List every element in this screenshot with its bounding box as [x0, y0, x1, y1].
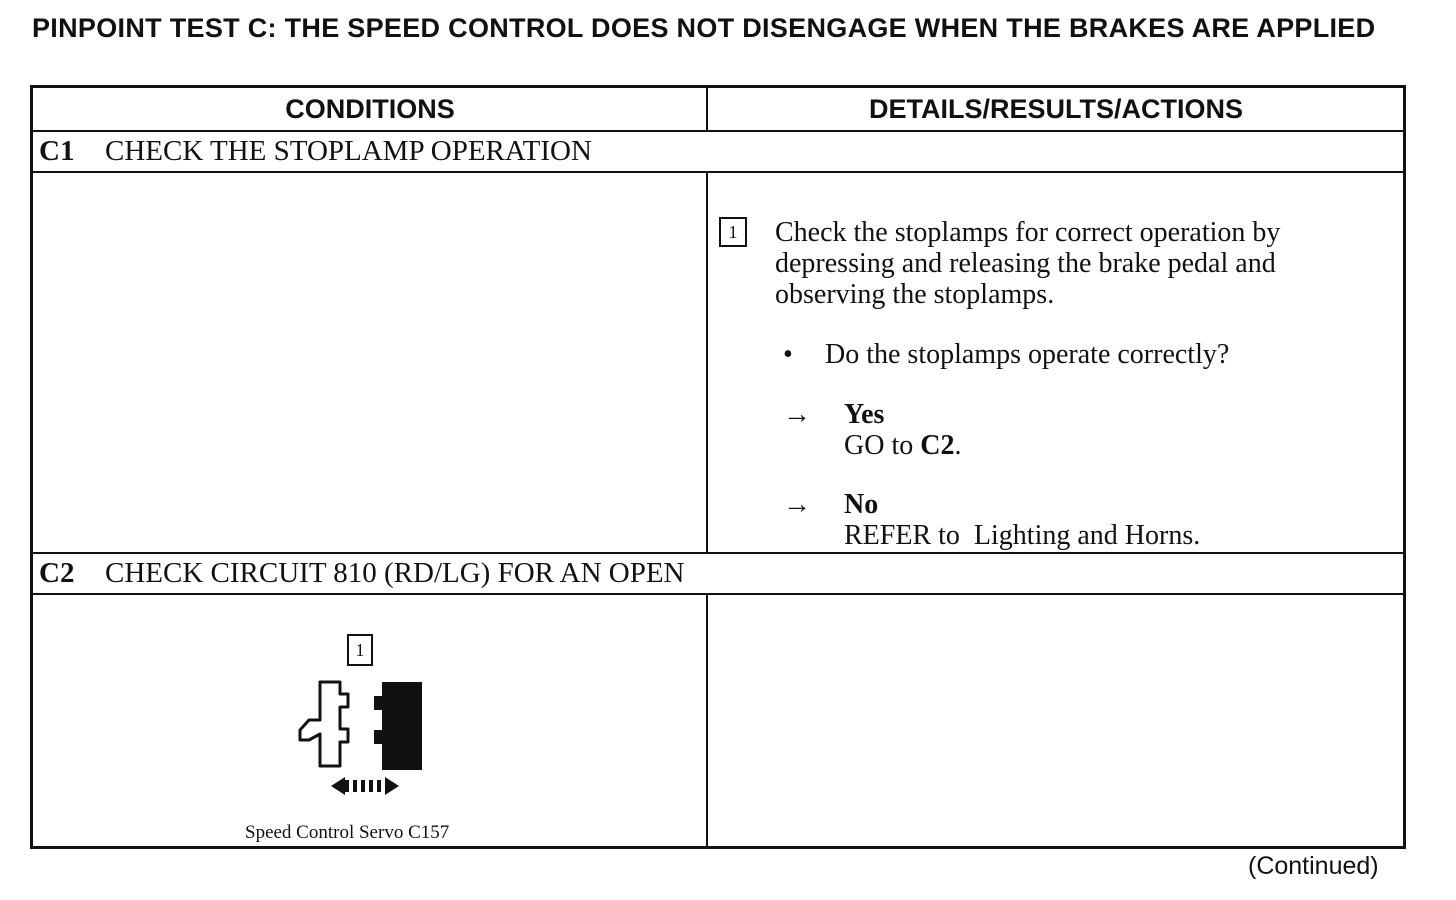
table-divider — [33, 171, 1403, 173]
step-c1-id: C1 — [39, 134, 75, 167]
connector-half-right — [374, 682, 422, 770]
result-yes-action — [844, 430, 961, 462]
step-c1-heading — [39, 132, 592, 170]
table-divider — [33, 593, 1403, 595]
action-text: Check the stoplamps for correct operation by depressing and releasing the brake pedal and observing the stoplamps. — [775, 217, 1281, 310]
figure-number-box: 1 — [347, 634, 373, 666]
result-no-action: REFER to Lighting and Horns. — [844, 520, 1201, 551]
step-c2-heading — [39, 554, 685, 592]
step-c2-id: C2 — [39, 556, 75, 589]
result-yes-action-suffix: . — [954, 430, 962, 461]
step-c1-title: CHECK THE STOPLAMP OPERATION — [105, 134, 592, 167]
pinpoint-test-table — [30, 85, 1406, 849]
conditions-column-header: CONDITIONS — [285, 93, 455, 124]
column-divider — [706, 172, 708, 552]
column-divider — [706, 594, 708, 848]
separate-arrows-icon — [331, 777, 399, 795]
continued-label: (Continued) — [1248, 852, 1379, 880]
details-column-header: DETAILS/RESULTS/ACTIONS — [868, 93, 1243, 124]
result-yes-action-prefix: GO to — [844, 430, 921, 461]
page-title: PINPOINT TEST C: THE SPEED CONTROL DOES NOT DISENGAGE WHEN THE BRAKES ARE APPLIED — [32, 13, 1376, 43]
go-to-step-link[interactable]: C2 — [920, 430, 955, 461]
question-text: Do the stoplamps operate correctly? — [825, 339, 1230, 370]
action-number-box: 1 — [719, 217, 747, 247]
connector-separation-icon — [295, 680, 427, 802]
result-no-label: No — [844, 489, 879, 520]
column-divider — [706, 88, 708, 130]
bullet: • — [783, 339, 793, 370]
arrow-icon: → — [783, 489, 811, 520]
figure-caption: Speed Control Servo C157 — [245, 822, 450, 843]
result-yes-label: Yes — [844, 399, 885, 430]
arrow-icon: → — [783, 399, 811, 430]
connector-half-left — [300, 682, 348, 766]
step-c2-title: CHECK CIRCUIT 810 (RD/LG) FOR AN OPEN — [105, 556, 685, 589]
